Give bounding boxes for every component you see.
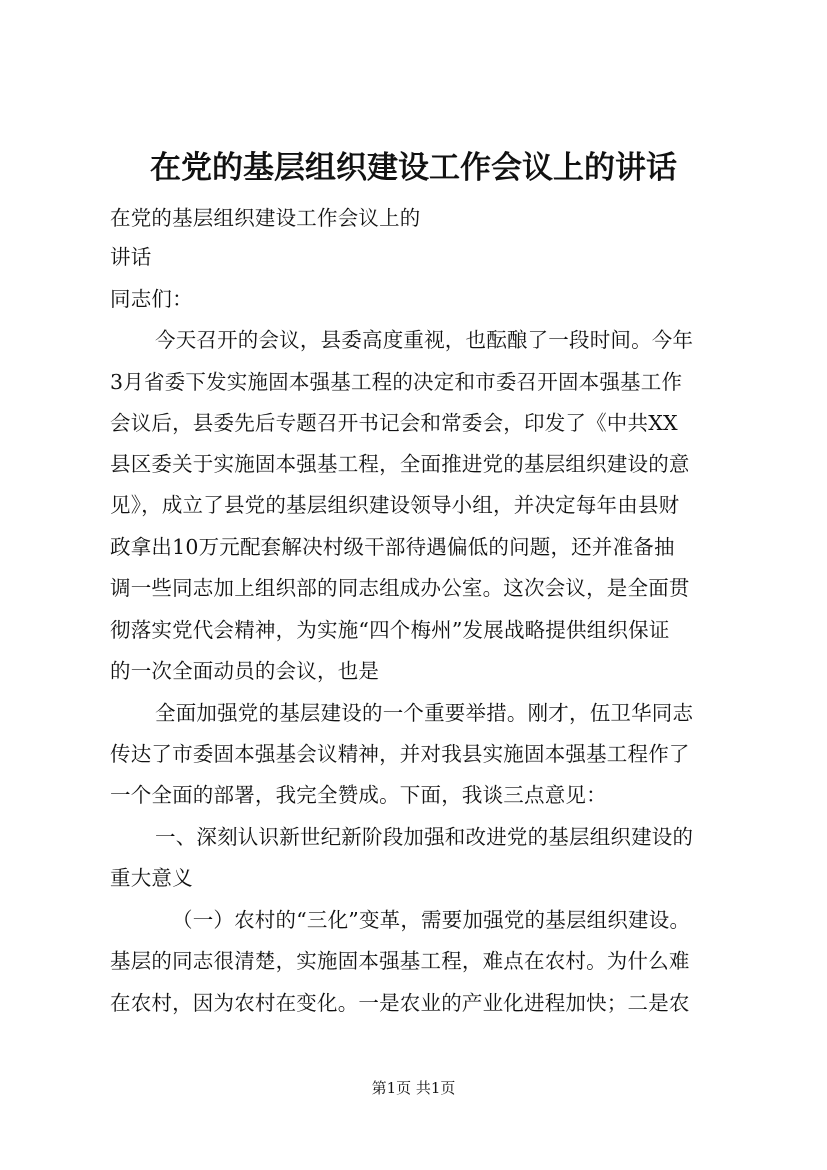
paragraph-line: 传达了市委固本强基会议精神，并对我县实施固本强基工程作了 (110, 742, 690, 766)
paragraph-line: 一个全面的部署，我完全赞成。下面，我谈三点意见： (110, 783, 607, 807)
paragraph-line: 调一些同志加上组织部的同志组成办公室。这次会议，是全面贯 (110, 576, 690, 600)
subtitle-line-1: 在党的基层组织建设工作会议上的 (110, 206, 421, 230)
salutation: 同志们： (110, 287, 193, 311)
paragraph-line: 全面加强党的基层建设的一个重要举措。刚才，伍卫华同志 (155, 701, 694, 725)
paragraph-line: 的一次全面动员的会议，也是 (110, 659, 380, 683)
paragraph-line: 政拿出10万元配套解决村级干部待遇偏低的问题，还并准备抽 (110, 535, 675, 559)
subsection-heading: （一）农村的“三化”变革，需要加强党的基层组织建设。 (172, 908, 691, 932)
document-title: 在党的基层组织建设工作会议上的讲话 (150, 150, 677, 186)
section-heading-line: 重大意义 (110, 866, 193, 890)
paragraph-line: 县区委关于实施固本强基工程，全面推进党的基层组织建设的意 (110, 452, 690, 476)
paragraph-line: 见》，成立了县党的基层组织建设领导小组，并决定每年由县财 (110, 493, 680, 517)
page-footer: 第1页 共1页 (371, 1079, 456, 1097)
paragraph-line: 基层的同志很清楚，实施固本强基工程，难点在农村。为什么难 (110, 949, 690, 973)
paragraph-line: 3月省委下发实施固本强基工程的决定和市委召开固本强基工作 (110, 370, 683, 394)
paragraph-line: 今天召开的会议，县委高度重视，也酝酿了一段时间。今年 (155, 328, 694, 352)
paragraph-line: 会议后，县委先后专题召开书记会和常委会，印发了《中共XX (110, 411, 678, 435)
section-heading-line: 一、深刻认识新世纪新阶段加强和改进党的基层组织建设的 (155, 825, 694, 849)
subtitle-line-2: 讲话 (110, 245, 152, 269)
paragraph-line: 在农村，因为农村在变化。一是农业的产业化进程加快；二是农 (110, 991, 690, 1015)
paragraph-line: 彻落实党代会精神，为实施“四个梅州”发展战略提供组织保证 (110, 618, 670, 642)
